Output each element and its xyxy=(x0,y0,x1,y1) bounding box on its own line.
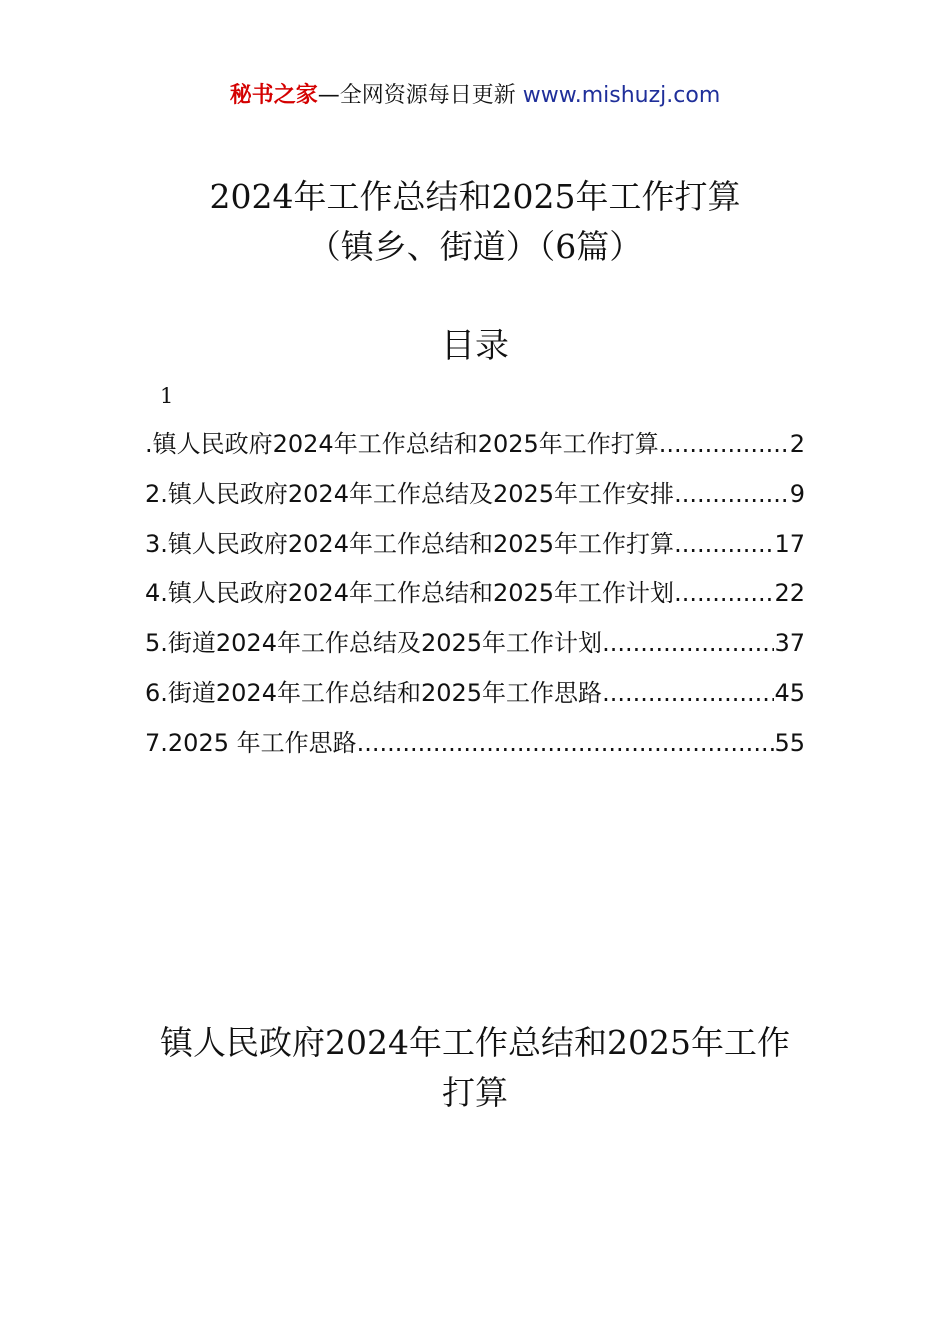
toc-page-number: 9 xyxy=(789,479,805,508)
toc-page-number: 2 xyxy=(789,430,805,458)
toc-dot-leader xyxy=(674,524,774,564)
toc-page-number: 45 xyxy=(774,678,805,707)
toc-entry-3[interactable] xyxy=(145,524,805,574)
toc-page-number: 37 xyxy=(774,629,805,658)
toc-entry-title: 3.镇人民政府2024年工作总结和2025年工作打算 xyxy=(145,529,675,558)
toc-entry-2[interactable] xyxy=(145,474,805,524)
toc-entry-6[interactable] xyxy=(145,673,805,723)
toc-entry-4[interactable] xyxy=(145,573,805,623)
section-heading xyxy=(0,1018,950,1118)
toc-entry-5[interactable] xyxy=(145,623,805,673)
document-title xyxy=(0,172,950,272)
toc-entry-title: 7.2025 年工作思路 xyxy=(145,728,357,757)
toc-dot-leader xyxy=(659,424,790,464)
toc-entry-1[interactable] xyxy=(145,424,805,474)
toc-entry-title: .镇人民政府2024年工作总结和2025年工作打算 xyxy=(145,430,659,458)
document-title-line-1: 2024年工作总结和2025年工作打算 xyxy=(209,177,741,216)
toc-dot-leader xyxy=(602,623,774,663)
site-brand: 秘书之家 xyxy=(229,83,318,108)
toc-entry-title: 5.街道2024年工作总结及2025年工作计划 xyxy=(145,629,603,658)
document-title-line-2: （镇乡、街道）（6篇） xyxy=(307,227,643,266)
toc-dot-leader xyxy=(602,673,774,713)
toc-page-number: 17 xyxy=(774,529,805,558)
site-banner xyxy=(0,80,950,112)
toc-heading: 目录 xyxy=(441,326,509,366)
section-heading-line-2: 打算 xyxy=(442,1073,508,1112)
toc-entry-title: 2.镇人民政府2024年工作总结及2025年工作安排 xyxy=(145,479,675,508)
toc-page-number: 22 xyxy=(774,579,805,608)
toc-stray-number: 1 xyxy=(160,384,174,408)
toc-dot-leader xyxy=(357,723,775,763)
toc-entry-7[interactable] xyxy=(145,723,805,773)
toc-page-number: 55 xyxy=(774,728,805,757)
toc-dot-leader xyxy=(674,573,774,613)
site-url-link[interactable]: www.mishuzj.com xyxy=(522,83,721,108)
section-heading-line-1: 镇人民政府2024年工作总结和2025年工作 xyxy=(160,1023,790,1062)
toc-entry-title: 4.镇人民政府2024年工作总结和2025年工作计划 xyxy=(145,579,675,608)
toc-entry-title: 6.街道2024年工作总结和2025年工作思路 xyxy=(145,678,603,707)
site-tagline: —全网资源每日更新 xyxy=(317,83,523,108)
table-of-contents xyxy=(145,424,805,773)
toc-dot-leader xyxy=(674,474,790,514)
